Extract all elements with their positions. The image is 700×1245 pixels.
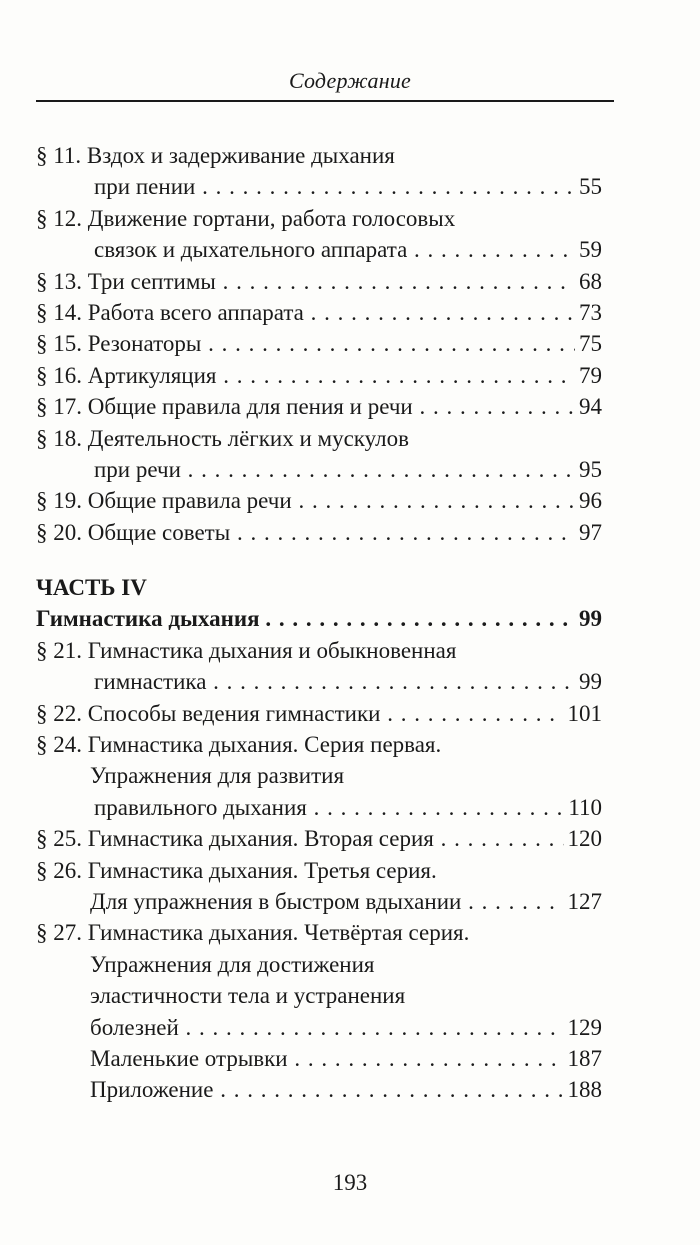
toc-line <box>36 360 602 391</box>
toc-line-text: § 15. Резонаторы <box>36 331 202 357</box>
toc-page-number: 188 <box>564 1074 603 1105</box>
table-of-contents <box>36 140 602 1106</box>
toc-entry[interactable] <box>36 423 602 486</box>
toc-entry[interactable] <box>36 140 602 203</box>
toc-line <box>36 517 602 548</box>
part-title-text: Гимнастика дыхания <box>36 606 260 632</box>
toc-line <box>36 949 602 980</box>
toc-line-text: § 14. Работа всего аппарата <box>36 299 304 325</box>
toc-line <box>36 297 602 328</box>
toc-line-text: § 16. Артикуляция <box>36 362 217 388</box>
toc-line <box>36 485 602 516</box>
toc-page-number: 59 <box>575 234 602 265</box>
toc-line <box>36 203 602 234</box>
toc-page-number: 96 <box>575 485 602 516</box>
toc-entry[interactable] <box>36 917 602 1043</box>
toc-line <box>36 792 602 823</box>
toc-line-text: § 11. Вздох и задерживание дыхания <box>36 143 395 168</box>
toc-line-text: § 17. Общие правила для пения и речи <box>36 394 413 420</box>
toc-line-text: Маленькие отрывки <box>90 1045 288 1071</box>
toc-line <box>36 171 602 202</box>
toc-entry[interactable] <box>36 360 602 391</box>
toc-line-text: § 27. Гимнастика дыхания. Четвёртая серия. <box>36 920 470 946</box>
toc-entry[interactable] <box>36 328 602 359</box>
toc-section-group <box>36 140 602 548</box>
toc-page-number: 99 <box>575 666 602 697</box>
toc-line <box>36 917 602 948</box>
toc-line-text: гимнастика <box>94 669 207 695</box>
toc-line <box>36 454 602 485</box>
toc-line-text: при пении <box>94 174 196 200</box>
toc-entry[interactable] <box>36 517 602 548</box>
toc-line-text: при речи <box>94 456 181 482</box>
toc-entry[interactable] <box>36 1074 602 1105</box>
toc-line <box>36 698 602 729</box>
toc-line-text: § 12. Движение гортани, работа голосовых <box>36 205 456 231</box>
toc-entry[interactable] <box>36 391 602 422</box>
header-rule <box>36 100 614 102</box>
toc-page-number: 95 <box>575 454 602 485</box>
toc-entry[interactable] <box>36 297 602 328</box>
toc-entry[interactable] <box>36 855 602 918</box>
toc-page-number: 79 <box>575 360 602 391</box>
toc-line <box>36 1043 602 1074</box>
toc-entry[interactable] <box>36 203 602 266</box>
toc-line-text: § 19. Общие правила речи <box>36 488 292 514</box>
toc-line-text: § 21. Гимнастика дыхания и обыкновенная <box>36 637 457 663</box>
toc-line <box>36 886 602 917</box>
toc-line-text: § 25. Гимнастика дыхания. Вторая серия <box>36 826 434 852</box>
toc-line <box>36 391 602 422</box>
part-title-entry[interactable] <box>36 603 602 634</box>
toc-line <box>36 234 602 265</box>
toc-line-text: § 24. Гимнастика дыхания. Серия первая. <box>36 732 442 758</box>
toc-page-number: 129 <box>564 1012 603 1043</box>
toc-line <box>36 635 602 666</box>
toc-line <box>36 666 602 697</box>
toc-line <box>36 423 602 454</box>
toc-line <box>36 140 602 171</box>
toc-entry[interactable] <box>36 635 602 698</box>
toc-line-text: Приложение <box>90 1077 214 1103</box>
toc-line-text: § 22. Способы ведения гимнастики <box>36 700 381 726</box>
toc-page-number: 110 <box>564 792 602 823</box>
toc-line-text: Для упражнения в быстром вдыхании <box>90 888 462 914</box>
toc-entry[interactable] <box>36 698 602 729</box>
toc-line <box>36 729 602 760</box>
toc-entry[interactable] <box>36 1043 602 1074</box>
toc-line <box>36 266 602 297</box>
toc-line <box>36 855 602 886</box>
toc-line-text: § 20. Общие советы <box>36 519 231 545</box>
toc-line-text: Упражнения для достижения <box>90 951 375 977</box>
toc-line <box>36 980 602 1011</box>
toc-page-number: 68 <box>575 266 602 297</box>
toc-line <box>36 1012 602 1043</box>
toc-line <box>36 823 602 854</box>
toc-line <box>36 328 602 359</box>
toc-line-text: связок и дыхательного аппарата <box>94 237 408 263</box>
toc-page-number: 55 <box>575 171 602 202</box>
toc-page-number: 187 <box>564 1043 603 1074</box>
toc-page-number: 94 <box>575 391 602 422</box>
toc-entry[interactable] <box>36 485 602 516</box>
toc-line-text: правильного дыхания <box>94 794 307 820</box>
toc-entry[interactable] <box>36 266 602 297</box>
toc-page-number: 127 <box>564 886 603 917</box>
page-folio: 193 <box>332 1170 368 1195</box>
toc-page-number: 101 <box>564 698 603 729</box>
toc-line-text: Упражнения для развития <box>90 763 345 789</box>
toc-entry[interactable] <box>36 823 602 854</box>
toc-line-text: болезней <box>90 1014 179 1040</box>
part-heading-text: ЧАСТЬ IV <box>36 575 147 601</box>
toc-page-number: 97 <box>575 517 602 548</box>
part-title-page-number: 99 <box>575 603 602 634</box>
toc-line-text: эластичности тела и устранения <box>90 983 406 1009</box>
running-head: Содержание <box>288 68 411 93</box>
toc-page-number: 120 <box>564 823 603 854</box>
part-heading <box>36 572 602 603</box>
toc-line <box>36 1074 602 1105</box>
toc-part-entries <box>36 635 602 1106</box>
toc-line-text: § 13. Три септимы <box>36 268 216 294</box>
toc-line-text: § 18. Деятельность лёгких и мускулов <box>36 425 409 451</box>
toc-line-text: § 26. Гимнастика дыхания. Третья серия. <box>36 857 437 883</box>
toc-entry[interactable] <box>36 729 602 823</box>
toc-page-number: 73 <box>575 297 602 328</box>
toc-page-number: 75 <box>575 328 602 359</box>
toc-line <box>36 760 602 791</box>
